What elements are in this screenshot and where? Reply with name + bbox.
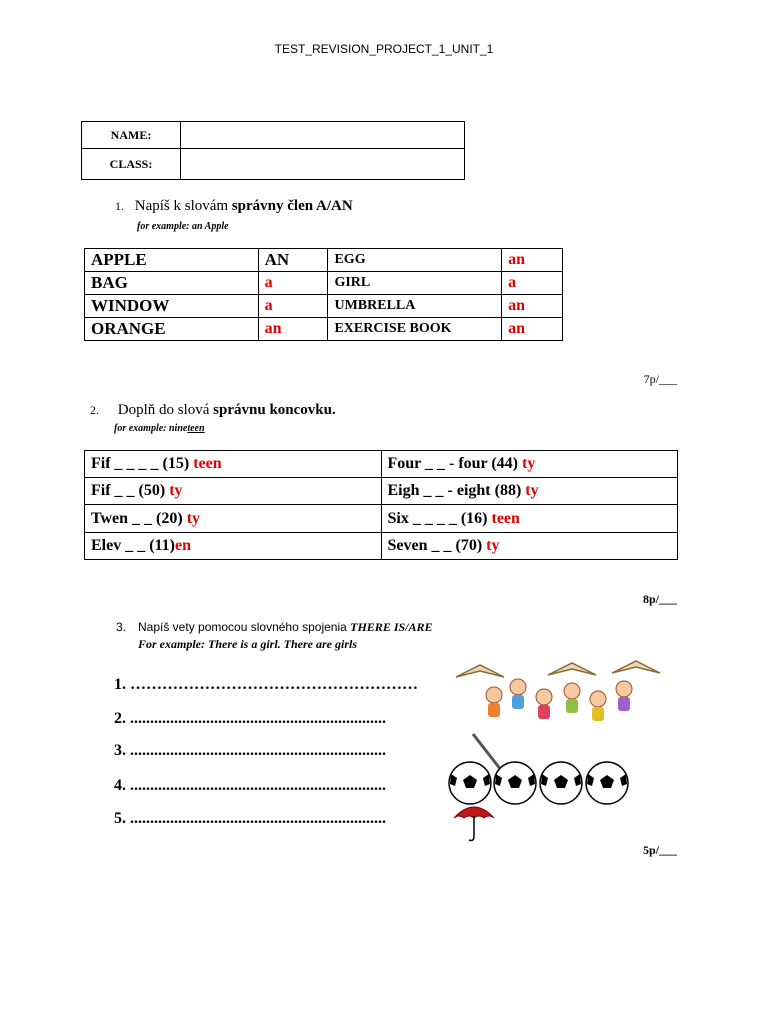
football-icon (494, 762, 536, 804)
class-field[interactable] (181, 149, 465, 180)
child-icon (486, 687, 502, 717)
section1-example: for example: an Apple (137, 221, 229, 232)
student-info-table (81, 121, 465, 180)
section1-title (115, 198, 353, 215)
section3-points: 5p/___ (642, 843, 677, 857)
section2-title (90, 402, 336, 419)
children-books-illustration (452, 655, 664, 725)
answer-line[interactable]: 5. ................................................................ (114, 810, 386, 827)
section1-title-bold: správny člen A/AN (231, 198, 353, 214)
book-icon (612, 661, 660, 673)
s2-answer: teen (491, 509, 520, 527)
page-header: TEST_REVISION_PROJECT_1_UNIT_1 (274, 42, 494, 56)
answer-line[interactable]: 2. ................................................................ (114, 710, 386, 727)
s1-word: GIRL (328, 272, 502, 295)
suffix-table (84, 450, 678, 560)
article-table (84, 248, 563, 341)
section2-example-suffix: teen (187, 423, 205, 434)
football-icon (449, 762, 491, 804)
section2-title-plain: Doplň do slová (117, 402, 214, 418)
s1-answer: AN (258, 249, 328, 272)
s1-answer: an (502, 295, 563, 318)
s1-answer: an (502, 249, 563, 272)
s2-word: Four _ _ - four (44) (387, 455, 523, 472)
s2-answer: ty (486, 537, 500, 554)
s2-cell (381, 478, 678, 505)
section1-points: 7p/___ (643, 372, 677, 386)
section2-example (114, 423, 205, 434)
s2-cell (381, 505, 678, 533)
section3-title-plain: Napíš vety pomocou slovného spojenia (138, 620, 351, 634)
football-icon (586, 762, 628, 804)
book-icon (456, 665, 504, 677)
s1-word: WINDOW (85, 295, 259, 318)
s2-cell (85, 478, 382, 505)
s2-cell (85, 533, 382, 560)
book-icon (548, 663, 596, 675)
child-icon (590, 691, 606, 721)
s2-word: Fif _ _ (50) (91, 482, 170, 499)
s2-cell (85, 451, 382, 478)
football-icon (540, 762, 582, 804)
section2-number: 2. (90, 403, 99, 417)
s2-cell (85, 505, 382, 533)
name-label: NAME: (82, 122, 181, 149)
s1-answer: an (502, 318, 563, 341)
s2-answer: en (175, 537, 191, 554)
s1-answer: a (502, 272, 563, 295)
s2-answer: ty (525, 482, 539, 499)
s1-word: BAG (85, 272, 259, 295)
section3-title (116, 620, 433, 635)
section1-title-plain: Napíš k slovám (134, 198, 232, 214)
answer-line[interactable]: 4. ................................................................ (114, 777, 386, 794)
child-icon (536, 689, 552, 719)
s2-cell (381, 451, 678, 478)
s2-word: Twen _ _ (20) (91, 509, 187, 527)
s2-word: Six _ _ _ _ (16) (387, 509, 492, 527)
s2-answer: ty (522, 455, 536, 472)
section1-number: 1. (115, 199, 124, 213)
child-icon (510, 679, 526, 709)
answer-line[interactable]: 1. ……………………………………………… (114, 676, 418, 693)
s2-word: Fif _ _ _ _ (15) (91, 455, 194, 472)
section3-number: 3. (116, 620, 127, 634)
child-icon (616, 681, 632, 711)
class-label: CLASS: (82, 149, 181, 180)
s1-word: EGG (328, 249, 502, 272)
s2-answer: ty (169, 482, 183, 499)
footballs-illustration (445, 728, 635, 808)
s2-cell (381, 533, 678, 560)
section3-example: For example: There is a girl. There are girls (138, 637, 357, 651)
s2-word: Elev _ _ (11) (91, 537, 175, 554)
answer-line[interactable]: 3. ................................................................ (114, 742, 386, 759)
s2-answer: ty (186, 509, 201, 527)
s1-answer: an (258, 318, 328, 341)
s1-answer: a (258, 272, 328, 295)
section2-points: 8p/___ (642, 592, 677, 606)
s1-word: UMBRELLA (328, 295, 502, 318)
section2-title-bold: správnu koncovku. (213, 402, 336, 418)
name-field[interactable] (181, 122, 465, 149)
s2-word: Eigh _ _ - eight (88) (387, 482, 526, 499)
s2-answer: teen (193, 455, 222, 472)
section3-title-bold: THERE IS/ARE (350, 620, 433, 634)
umbrella-icon (452, 802, 496, 844)
s1-word: APPLE (85, 249, 259, 272)
s1-word: ORANGE (85, 318, 259, 341)
child-icon (564, 683, 580, 713)
s1-answer: a (258, 295, 328, 318)
section2-example-prefix: for example: nine (114, 423, 188, 434)
s2-word: Seven _ _ (70) (387, 537, 487, 554)
s1-word: EXERCISE BOOK (328, 318, 502, 341)
